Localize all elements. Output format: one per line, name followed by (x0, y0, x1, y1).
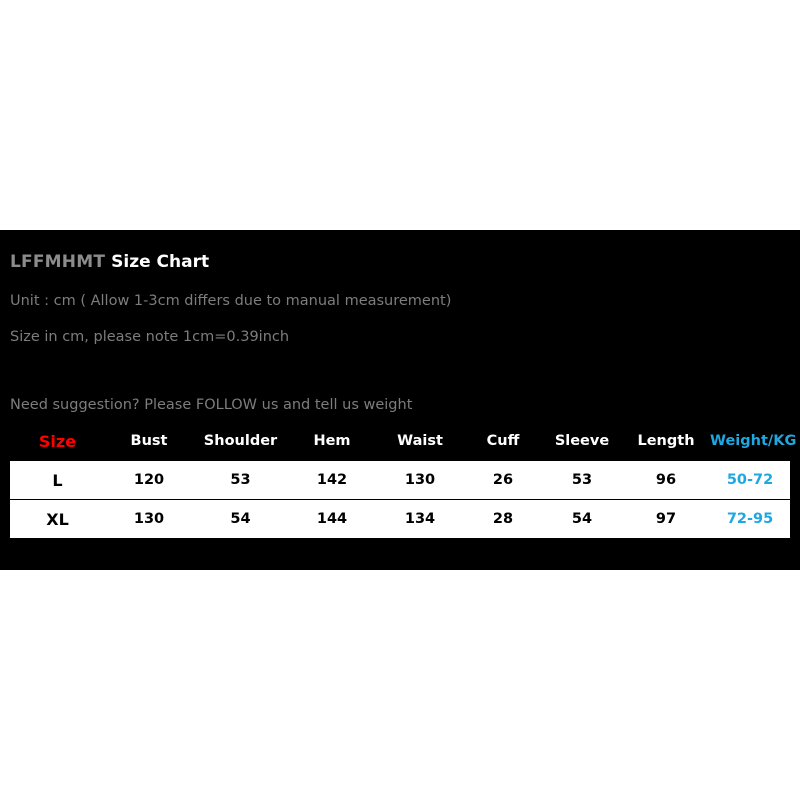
cell-shoulder: 54 (193, 500, 288, 539)
cell-waist: 134 (376, 500, 464, 539)
note-unit: Unit : cm ( Allow 1-3cm differs due to manual measurement) (10, 293, 452, 309)
cell-length: 96 (622, 461, 710, 500)
column-header-cuff: Cuff (464, 422, 542, 461)
cell-waist: 130 (376, 461, 464, 500)
column-header-waist: Waist (376, 422, 464, 461)
note-inch: Size in cm, please note 1cm=0.39inch (10, 329, 290, 345)
column-header-hem: Hem (288, 422, 376, 461)
cell-cuff: 26 (464, 461, 542, 500)
page-title: Size Chart (111, 252, 210, 272)
table-header-row (10, 422, 790, 461)
cell-length: 97 (622, 500, 710, 539)
table-row (10, 500, 790, 539)
size-chart-panel (0, 230, 800, 570)
cell-sleeve: 54 (542, 500, 622, 539)
table-header (10, 422, 797, 461)
cell-bust: 130 (105, 500, 193, 539)
column-header-size: Size (10, 422, 105, 461)
table-row (10, 461, 790, 500)
chart-heading (10, 252, 209, 272)
cell-size: L (10, 461, 105, 500)
cell-size: XL (10, 500, 105, 539)
column-header-sleeve: Sleeve (542, 422, 622, 461)
cell-hem: 144 (288, 500, 376, 539)
cell-sleeve: 53 (542, 461, 622, 500)
cell-shoulder: 53 (193, 461, 288, 500)
column-header-weight: Weight/KG (710, 422, 790, 461)
table-body (10, 461, 790, 539)
column-header-bust: Bust (105, 422, 193, 461)
column-header-length: Length (622, 422, 710, 461)
cell-cuff: 28 (464, 500, 542, 539)
cell-weight: 72-95 (710, 500, 790, 539)
cell-hem: 142 (288, 461, 376, 500)
brand-name: LFFMHMT (10, 252, 106, 272)
note-follow: Need suggestion? Please FOLLOW us and tell us weight (10, 397, 413, 413)
size-table (10, 422, 797, 539)
cell-bust: 120 (105, 461, 193, 500)
cell-weight: 50-72 (710, 461, 790, 500)
column-header-shoulder: Shoulder (193, 422, 288, 461)
